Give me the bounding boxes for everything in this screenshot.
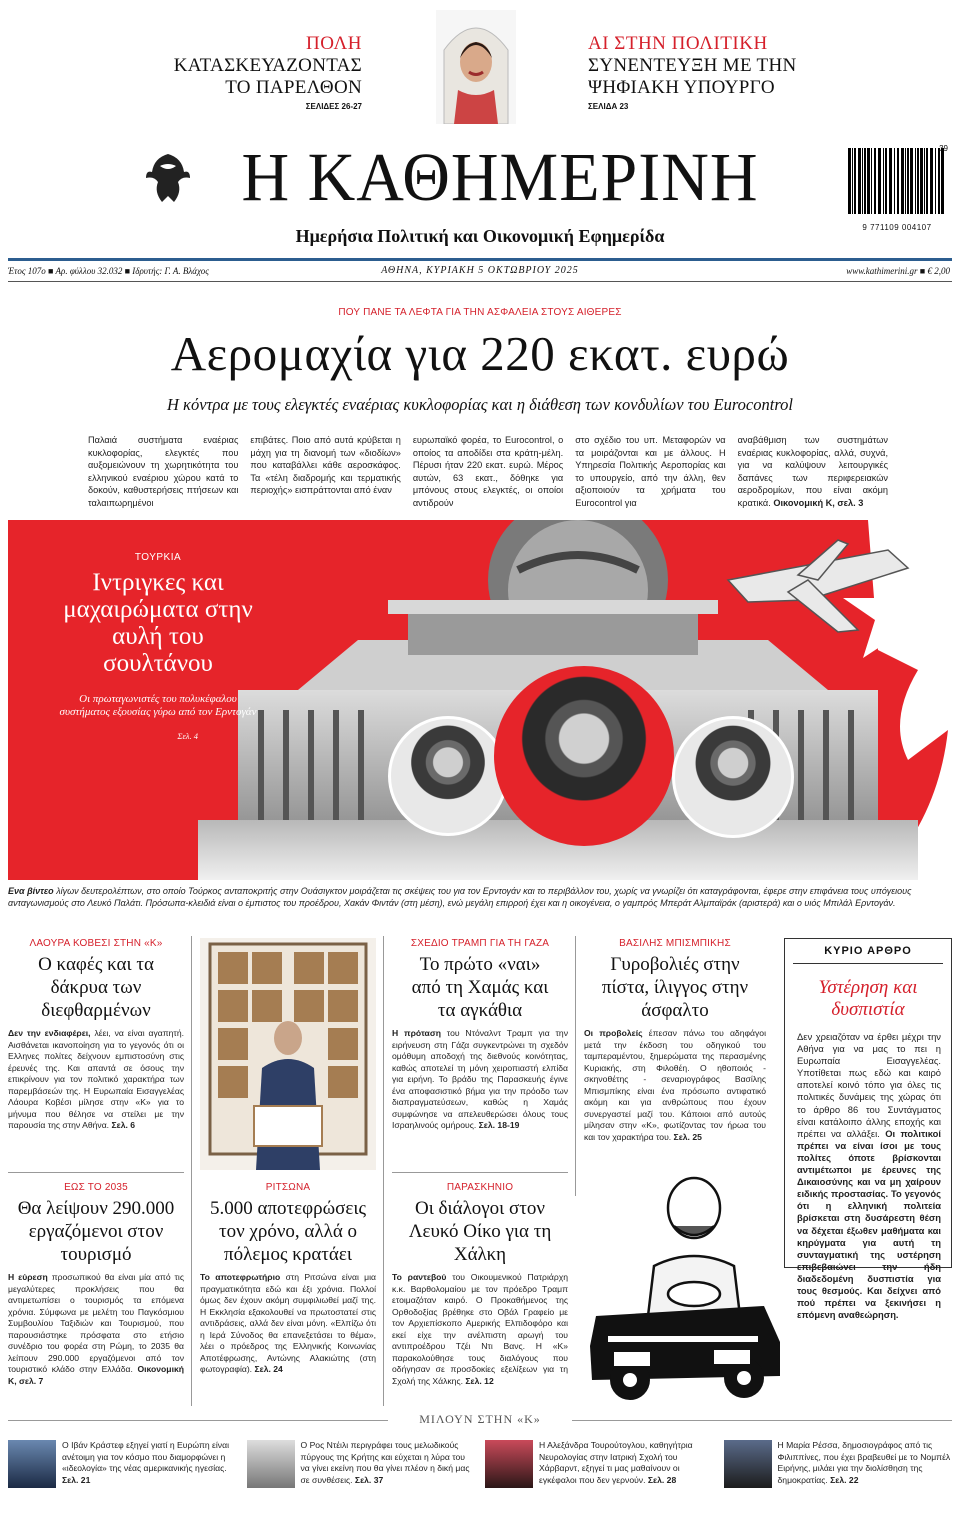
issue-code: 39 — [939, 144, 948, 153]
barcode-bar — [901, 148, 904, 214]
car-illustration — [584, 1166, 784, 1402]
story-body — [8, 1272, 184, 1387]
story-headline: Οι διάλογοι στον Λευκό Οίκο για τη Χάλκη — [408, 1198, 552, 1265]
footer-rule-right — [572, 1420, 952, 1421]
footer-text — [539, 1440, 714, 1500]
turkey-kicker: ΤΟΥΡΚΙΑ — [134, 552, 182, 563]
lead-kicker: ΠΟΥ ΠΑΝΕ ΤΑ ΛΕΦΤΑ ΓΙΑ ΤΗΝ ΑΣΦΑΛΕΙΑ ΣΤΟΥΣ ΑΙΘΕΡΕΣ — [338, 307, 622, 318]
lead-column-2: επιβάτες. Ποιο από αυτά κρύβεται η μάχη για τη διανομή των «διοδίων» που καταβάλλει κάθε αεροσκάφος. Τα «τέλη διαδρομής και τερματικής περιοχής» εισπράττονται από έναν — [250, 435, 401, 496]
crematorium-photo — [200, 938, 376, 1170]
story-ritsona[interactable] — [200, 1182, 376, 1376]
row-rule — [8, 1172, 184, 1173]
barcode-bar — [910, 148, 913, 214]
barcode-bar — [905, 148, 906, 214]
masthead-date: ΑΘΗΝΑ, ΚΥΡΙΑΚΗ 5 ΟΚΤΩΒΡΙΟΥ 2025 — [381, 265, 579, 276]
footer-page: Σελ. 22 — [830, 1474, 859, 1485]
story-text: του Οικουμενικού Πατριάρχη κ.κ. Βαρθολομαίου με τον πρόεδρο Τραμπ ετοιμαζόταν καιρό. Ο Προκαθήμενος της Ορθοδοξίας βρέθηκε στο Οβάλ Γραφείο με τον Αρχιεπίσκοπο Αμερικής Ελπιδοφόρο και εκεί είχε την ανέλπιστη αρωγή του αντιπροέδρου Τζέι Ντι Βανς. Η «Κ» παρακολούθησε τους διαλόγους που οδήγησαν σε προσδοκίες εξελίξεων για τη Σχολή της Χάλκης. — [392, 1272, 568, 1386]
barcode-bar — [858, 148, 861, 214]
lead-column-3: ευρωπαϊκό φορέα, το Eurocontrol, ο οποίος τα αποδίδει στα κράτη-μέλη. Πέρυσι ήταν 220 εκατ. ευρώ. Μέρος αυτών, 63 εκατ., δόθηκε για μπόνους στους ελεγκτές, οι οποίοι αντιδρούν — [412, 435, 564, 508]
portrait-fidan — [494, 666, 674, 846]
story-text: στη Ριτσώνα είναι μια πραγματικότητα εδώ και έξι χρόνια. Πολλοί όμως δεν έχουν ακόμη συμφιλιωθεί μαζί της. Η Εκκλησία εξακολουθεί να πρωτοστατεί στις αντιδράσεις, αλλά δεν είναι μόνη. «Ελπίζω ότι η Ιερά Σύνοδος θα επανεξετάσει το θέμα», λέει ο πρόεδρος της Ελληνικής Κοινωνίας Αποτέφρωσης, Αντώνης Αλακιώτης (στη φωτογραφία). — [200, 1272, 377, 1374]
footer-page: Σελ. 21 — [62, 1474, 91, 1485]
barcode-bar — [885, 148, 887, 214]
footer-text — [301, 1440, 476, 1500]
lead-page-ref[interactable]: Οικονομική Κ, σελ. 3 — [773, 497, 864, 508]
masthead-meta-right: www.kathimerini.gr ■ € 2,00 — [846, 266, 950, 276]
story-bisbikis[interactable] — [584, 938, 766, 1143]
barcode-bar — [920, 148, 923, 214]
barcode-bar — [878, 148, 881, 214]
story-text: έπεσαν πάνω του αδηφάγοι μετά την έκδοση του οδηγικού του ταμπεραμέντου, ξημερώματα της περασμένης Κυριακής, στη Φιλοθέη. Ο ηθοποιός - σκηνοθέτης - σεναριογράφος Βασίλης Μπισμπίκης είναι ένα πρόσωπο αντιφατικό ακόμη και για ανθρώπους που έχουν συνεργαστεί μαζί του. Κάποιοι από αυτούς μίλησαν στην «Κ», φωτίζοντας τον ήρωα του και τον χαρακτήρα του. — [584, 1028, 766, 1142]
masthead-meta-left: Έτος 107ο ■ Αρ. φύλλου 32.032 ■ Ιδρυτής: Γ. Α. Βλάχος — [8, 266, 209, 276]
teaser-kicker: ΠΟΛΗ — [305, 33, 362, 54]
footer-desc: καθηγήτρια Νευρολογίας στην Ιατρική Σχολή του Χάρβαρντ, εξηγεί τι μας μαθαίνουν οι εγκέφαλοι που δεν γερνούν. — [539, 1440, 693, 1485]
footer-text — [62, 1440, 237, 1500]
barcode-bar — [926, 148, 928, 214]
teaser-page: ΣΕΛΙΔΕΣ 26-27 — [305, 102, 362, 111]
barcode-bar — [941, 148, 944, 214]
story-headline: Το πρώτο «ναι» από τη Χαμάς και τα αγκάθια — [411, 954, 549, 1021]
col-rule — [575, 936, 576, 1196]
barcode-bar — [874, 148, 876, 214]
editorial-headline: Υστέρηση και δυσπιστία — [818, 977, 918, 1020]
footer-desc: εξηγεί γιατί η Ευρώπη είναι ανέτοιμη για τον κόσμο που διαμορφώνει η «ιδεολογία» της νέας αμερικανικής ηγεσίας. — [62, 1440, 229, 1473]
row-rule — [392, 1172, 568, 1173]
footer-desc: δημοσιογράφος από τις Φιλιππίνες, που έχει βραβευθεί με το Νομπέλ Ειρήνης, μιλάει για την διολίσθηση της δημοκρατίας. — [777, 1440, 951, 1485]
story-body — [584, 1028, 766, 1143]
teaser-left[interactable] — [150, 33, 362, 111]
footer-thumb — [724, 1440, 772, 1488]
story-headline: Ο καφές και τα δάκρυα των διεφθαρμένων — [38, 954, 154, 1021]
story-page: Σελ. 24 — [254, 1364, 283, 1374]
col-rule — [191, 936, 192, 1406]
footer-item[interactable] — [485, 1440, 714, 1500]
story-page: Σελ. 25 — [673, 1131, 702, 1142]
footer-item[interactable] — [8, 1440, 237, 1500]
lead-column-4: στο σχέδιο του υπ. Μεταφορών να τα μοιράζονται και με άλλους. Η Υπηρεσία Πολιτικής Αεροπορίας και το υπουργείο, από την άλλη, θεν αξιοποιούν τα χρήματα του Eurocontrol για — [575, 435, 726, 508]
lead-column-5-text: αναβάθμιση των συστημάτων εναέριας κυκλοφορίας, αλλά, συχνά, για να καλύψουν λειτουργικές δαπάνες των περιφερειακών αεροδρομίων, που είναι ακόμη κρατικά. — [737, 435, 889, 508]
story-page: Σελ. 18-19 — [478, 1120, 520, 1130]
editorial-body-regular: Δεν χρειαζόταν να έρθει μέχρι την Αθήνα για να μας το πει η Ευρωπαία Εισαγγελέας. Υποτίθεται πως εδώ και καιρό αποτελεί κοινό τόπο για όλες τις πολιτικές δυνάμεις της χώρας ότι το άρθρο 86 του Συντάγματος είναι κατάλοιπο άλλης εποχής και πρέπει να αλλάξει. — [797, 1031, 941, 1139]
lead-columns — [88, 434, 889, 508]
story-kicker: ΡΙΤΣΩΝΑ — [265, 1182, 311, 1193]
turkey-caption — [8, 885, 952, 909]
turkey-caption-text: λίγων δευτερολέπτων, στο οποίο Τούρκος ανταποκριτής στην Ουάσιγκτον μοιράζεται τις σκέψεις του για τον Ερντογάν και το περιβάλλον του, χωρίς να γνωρίζει ότι καταγράφονται, έφερε στην επιφάνεια τους υπόγειους ανταγωνισμούς στο Λευκό Παλάτι. Πρόσωπα-κλειδιά είναι ο έμπιστος του προέδρου, Χακάν Φιντάν (στη μέση), ενώ μεγάλη επιρροή έχει και η οικογένεια, ο γαμπρός Μπεράτ Αλμπαϊράκ (αριστερά) και ο υιός Μπιλάλ Ερντογάν. — [8, 886, 912, 908]
footer-text — [778, 1440, 953, 1500]
masthead-rule-top — [8, 258, 952, 261]
lead-column-1: Παλαιά συστήματα εναέριας κυκλοφορίας, ελεγκτές που αυξομειώνουν τη χωρητικότητα του ελληνικού εναέριου χώρου κατά το δοκούν, καθυστερήσεις πτήσεων και ταλαιπωρημένοι — [88, 435, 239, 508]
story-page: Σελ. 12 — [465, 1375, 494, 1386]
story-body — [8, 1028, 184, 1132]
footer-item[interactable] — [724, 1440, 953, 1500]
turkey-page: Σελ. 4 — [177, 731, 198, 741]
turkey-deck: Οι πρωταγωνιστές του πολυκέφαλου συστήματος εξουσίας γύρω από τον Ερντογάν — [59, 693, 257, 718]
barcode-bar — [854, 148, 856, 214]
story-lead: Η πρόταση — [392, 1028, 441, 1038]
barcode-bar — [907, 148, 909, 214]
masthead-title: Η ΚΑΘΗΜΕΡΙΝΗ — [241, 139, 759, 216]
teaser-right[interactable] — [588, 33, 818, 111]
story-tourism[interactable] — [8, 1182, 184, 1387]
barcode-bar — [915, 148, 916, 214]
footer-page: Σελ. 28 — [647, 1474, 677, 1485]
editorial-body — [797, 1031, 941, 1321]
story-lead: Το αποτεφρωτήριο — [200, 1272, 281, 1282]
story-body — [392, 1028, 568, 1132]
footer-name: Ο Ρος Ντέιλι — [300, 1440, 349, 1450]
teaser-page: ΣΕΛΙΔΑ 23 — [588, 102, 629, 111]
footer-item[interactable] — [247, 1440, 476, 1500]
barcode-bar — [883, 148, 884, 214]
barcode-bar — [848, 148, 851, 214]
editorial-rule — [793, 963, 943, 964]
lead-column-5 — [737, 434, 889, 508]
editorial-box[interactable] — [784, 938, 952, 1321]
barcode-bar — [897, 148, 899, 214]
barcode-bar — [935, 148, 936, 214]
story-kicker: ΕΩΣ ΤΟ 2035 — [64, 1182, 128, 1193]
teaser-title: ΚΑΤΑΣΚΕΥΑΖΟΝΤΑΣ ΤΟ ΠΑΡΕΛΘΟΝ — [173, 55, 362, 98]
barcode-bar — [862, 148, 863, 214]
story-kicker: ΠΑΡΑΣΚΗΝΙΟ — [446, 1182, 514, 1193]
masthead-rule-bottom — [8, 281, 952, 282]
story-gaza[interactable] — [392, 938, 568, 1132]
story-text: προσωπικού θα είναι μία από τις μεγαλύτερες προκλήσεις που θα αντιμετωπίσει ο τουρισμός τα επόμενα χρόνια. Σύμφωνα με μελέτη του Παγκόσμιου Συμβουλίου Ταξιδιών και Τουρισμού, που παρουσιάστηκε πρόσφατα στο ετήσιο συνέδριο του φορέα στη Ρώμη, το 2035 θα λείπουν 290.000 εργαζόμενοι από τον τουριστικό κλάδο στην Ελλάδα. — [8, 1272, 184, 1374]
story-headline: Θα λείψουν 290.000 εργαζόμενοι στον τουρισμό — [17, 1198, 175, 1265]
turkey-text-block — [58, 552, 258, 741]
turkey-feature[interactable] — [8, 520, 952, 880]
barcode-bar — [852, 148, 853, 214]
portrait-bilal-erdogan — [672, 716, 794, 838]
lead-deck: Η κόντρα με τους ελεγκτές εναέριας κυκλοφορίας και η διάθεση των κονδυλίων του Eurocontrol — [167, 395, 793, 414]
footer-desc: περιγράφει τους μελωδικούς πύργους της Κρήτης και εύχεται η λύρα του να γίνει εκείνη που θα γίνει πλέον η δική μας σε συνθέσεις. — [300, 1440, 470, 1485]
story-kovesi[interactable] — [8, 938, 184, 1132]
col-rule — [383, 936, 384, 1406]
lead-headline[interactable]: Αερομαχία για 220 εκατ. ευρώ — [170, 326, 790, 381]
story-halki[interactable] — [392, 1182, 568, 1387]
editorial-label: ΚΥΡΙΟ ΑΡΘΡΟ — [824, 945, 912, 957]
footer-thumb — [247, 1440, 295, 1488]
barcode-bar — [889, 148, 892, 214]
story-kicker: ΛΑΟΥΡΑ ΚΟΒΕΣΙ ΣΤΗΝ «Κ» — [29, 938, 163, 949]
barcode-bar — [871, 148, 872, 214]
story-headline: Γυροβολιές στην πίστα, ίλιγγος στην άσφαλτο — [601, 954, 749, 1021]
story-page: Σελ. 6 — [111, 1120, 136, 1130]
barcode-bar — [917, 148, 919, 214]
story-body — [392, 1272, 568, 1387]
turkey-headline[interactable]: Ιντριγκες και μαχαιρώματα στην αυλή του σουλτάνου — [63, 569, 253, 677]
story-lead: Οι προβολείς — [584, 1028, 643, 1038]
turkey-caption-lead: Ενα βίντεο — [8, 886, 54, 896]
barcode-bar — [930, 148, 933, 214]
footer-name: Η Αλεξάνδρα Τουρούτογλου, — [539, 1440, 648, 1450]
barcode-bar — [924, 148, 925, 214]
story-lead: Η εύρεση — [8, 1272, 48, 1282]
footer-name: Ο Ιβάν Κράστεφ — [62, 1440, 124, 1450]
barcode-bar — [867, 148, 870, 214]
footer-name: Η Μαρία Ρέσσα, — [777, 1440, 840, 1450]
masthead-subtitle: Ημερήσια Πολιτική και Οικονομική Εφημερίδα — [295, 226, 665, 246]
story-lead: Το ραντεβού — [392, 1272, 447, 1282]
story-body — [200, 1272, 376, 1376]
footer-thumb — [8, 1440, 56, 1488]
story-text: λέει, να είναι αγαπητή. Αισθάνεται ικανοποίηση για το γεγονός ότι οι Ελληνες πολίτες δείχνουν εμπιστοσύνη στις έρευνές της. Και απαντά σε όσους την επικρίνουν για τον πολιτικό χαρακτήρα των παρεμβάσεών της. Η Ευρωπαία Εισαγγελέας Λάουρα Κοβέσι μίλησε στην «Κ» για το μήνυμα που θέλησε να στείλει με την παρουσία της στην Αθήνα. — [8, 1028, 184, 1130]
story-text: του Ντόναλντ Τραμπ για την ειρήνευση στη Γάζα συγκεντρώνει τη σχεδόν ομόθυμη αποδοχή της διεθνούς κοινότητας, καθώς αποτελεί τη μόνη χειροπιαστή ελπίδα για ειρήνη. Το βράδυ της Παρασκευής έγινε ένα αποφασιστικό βήμα για την πρόοδο των διαπραγματεύσεων, καθώς η Χαμάς συμφώνησε να απελευθερώσει όλους τους Ισραηλινούς ομήρους. — [392, 1028, 568, 1130]
portrait-albayrak — [388, 716, 508, 836]
teaser-title: ΣΥΝΕΝΤΕΥΞΗ ΜΕ ΤΗΝ ΨΗΦΙΑΚΗ ΥΠΟΥΡΓΟ — [588, 55, 797, 98]
teaser-kicker: AI ΣΤΗΝ ΠΟΛΙΤΙΚΗ — [588, 33, 768, 54]
footer-rule-left — [8, 1420, 388, 1421]
teaser-photo[interactable] — [436, 10, 516, 124]
barcode — [846, 144, 948, 234]
barcode-bar — [894, 148, 895, 214]
story-kicker: ΒΑΣΙΛΗΣ ΜΠΙΣΜΠΙΚΗΣ — [619, 938, 731, 949]
footer-label: ΜΙΛΟΥΝ ΣΤΗΝ «Κ» — [419, 1412, 541, 1426]
story-page: Οικονομική Κ, σελ. 7 — [8, 1364, 184, 1386]
barcode-number: 9 771109 004107 — [862, 223, 932, 232]
story-headline: 5.000 αποτεφρώσεις τον χρόνο, αλλά ο πόλεμος κρατάει — [210, 1198, 366, 1265]
barcode-bar — [938, 148, 940, 214]
editorial-body-bold: Οι πολιτικοί πρέπει να είναι ίσοι με τους πολίτες όποτε βρίσκονται αντιμέτωποι με έρευνες της Δικαιοσύνης και να μη χαίρουν ειδικής προστασίας. Το γεγονός ότι η ελληνική πολιτεία βρίσκεται στη δυσάρεστη θέση να δέχεται έξωθεν μαθήματα και κηρύγματα για αυτή τη συνταγματική της υστέρηση επιβεβαιώνει την ήδη διαδεδομένη δυσπιστία για τους θεσμούς. Και δείχνει από πού πρέπει να ξεκινήσει η επόμενη αναθεώρηση. — [797, 1127, 942, 1321]
footer-items — [8, 1440, 952, 1500]
barcode-bar — [864, 148, 866, 214]
footer-thumb — [485, 1440, 533, 1488]
footer-page: Σελ. 37 — [354, 1474, 384, 1485]
story-kicker: ΣΧΕΔΙΟ ΤΡΑΜΠ ΓΙΑ ΤΗ ΓΑΖΑ — [410, 938, 550, 949]
logo-emblem-icon — [142, 148, 194, 208]
story-lead: Δεν την ενδιαφέρει, — [8, 1028, 91, 1038]
